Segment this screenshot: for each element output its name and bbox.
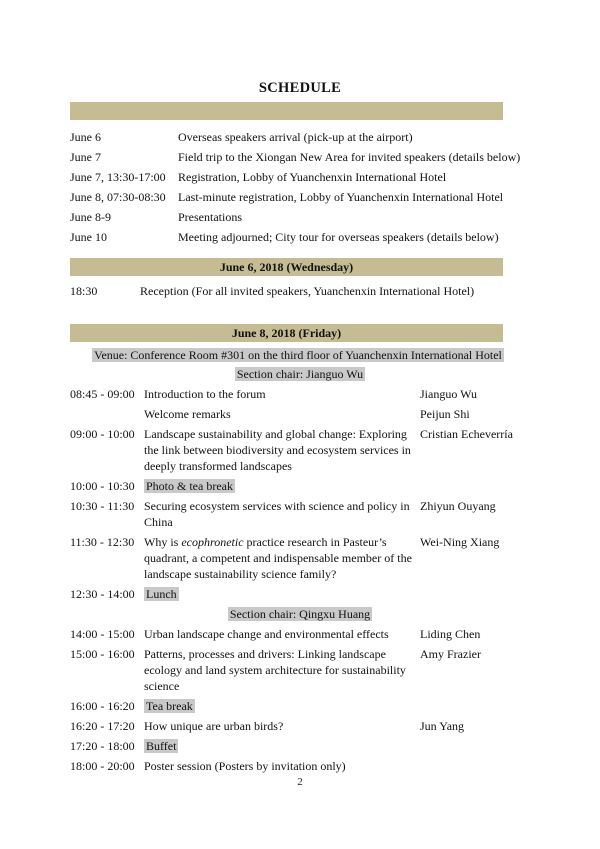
title-cell [144,626,420,642]
break-label: Buffet [146,739,177,753]
break-row [70,586,530,602]
overview-description: Presentations [178,210,242,224]
section-chair-row [70,366,530,382]
title-text: Landscape sustainability and global change: Exploring the link between biodiversity and ecosystem services in deeply transformed landscapes [144,427,411,473]
speaker-cell [420,738,530,754]
title-cell [144,698,420,714]
time-cell: 16:00 - 16:20 [70,699,135,713]
overview-date: June 6 [70,130,101,144]
talk-row [70,758,530,774]
title-text: Poster session (Posters by invitation only) [144,759,346,773]
section-chair-label: Section chair: Qingxu Huang [229,607,371,621]
talk-row [70,626,530,642]
section-chair-label: Section chair: Jianguo Wu [236,367,364,381]
talk-row [70,646,530,694]
overview-description: Meeting adjourned; City tour for overseas speakers (details below) [178,230,499,244]
speaker-cell: Liding Chen [420,627,481,641]
break-row [70,738,530,754]
time-cell: 15:00 - 16:00 [70,647,135,661]
break-row [70,478,530,494]
document-content [70,81,530,778]
event-description: Reception (For all invited speakers, Yuanchenxin International Hotel) [140,284,475,298]
speaker-cell [420,758,530,774]
title-cell [144,738,420,754]
title-text: Securing ecosystem services with science and policy in China [144,499,410,529]
overview-rows [70,127,530,247]
title-cell [144,586,420,602]
title-cell [144,534,420,582]
speaker-cell [420,586,530,602]
overview-description: Last-minute registration, Lobby of Yuanchenxin International Hotel [178,190,504,204]
time-cell: 10:30 - 11:30 [70,499,135,513]
june6-section-header: June 6, 2018 (Wednesday) [70,258,503,276]
time-cell [70,406,144,422]
speaker-cell [420,698,530,714]
title-text: Why is [144,535,182,549]
title-text: Welcome remarks [144,407,231,421]
speaker-cell: Cristian Echeverría [420,427,513,441]
speaker-cell: Jianguo Wu [420,387,477,401]
talk-row [70,718,530,734]
time-cell: 18:30 [70,284,98,298]
june8-section-header: June 8, 2018 (Friday) [70,324,503,342]
talk-row [70,386,530,402]
overview-date: June 10 [70,230,107,244]
speaker-cell: Wei-Ning Xiang [420,535,500,549]
speaker-cell: Zhiyun Ouyang [420,499,496,513]
title-cell [144,478,420,494]
overview-date: June 7 [70,150,101,164]
time-cell: 10:00 - 10:30 [70,479,135,493]
overview-description: Registration, Lobby of Yuanchenxin International Hotel [178,170,447,184]
overview-description: Overseas speakers arrival (pick-up at the airport) [178,130,413,144]
overview-row [70,187,530,207]
title-cell [144,406,420,422]
overview-date: June 8, 07:30-08:30 [70,190,166,204]
title-text: Introduction to the forum [144,387,266,401]
venue-text: Venue: Conference Room #301 on the third floor of Yuanchenxin International Hotel [94,348,502,362]
overview-row [70,127,530,147]
talk-row [70,406,530,422]
june6-rows [70,283,530,299]
break-row [70,698,530,714]
overview-row [70,207,530,227]
speaker-cell: Peijun Shi [420,407,470,421]
time-cell: 17:20 - 18:00 [70,739,135,753]
speaker-cell: Amy Frazier [420,647,481,661]
page-number: 2 [297,776,303,788]
title-cell [144,718,420,734]
title-text: practice research in Pasteur’s quadrant, a competent and indispensable member of the landscape sustainability science family? [144,535,412,581]
speaker-cell: Jun Yang [420,719,465,733]
title-text: Urban landscape change and environmental effects [144,627,389,641]
time-cell: 14:00 - 15:00 [70,627,135,641]
break-label: Photo & tea break [146,479,233,493]
talk-row [70,426,530,474]
title-text: Patterns, processes and drivers: Linking landscape ecology and land system architecture for sustainability science [144,647,406,693]
time-cell: 09:00 - 10:00 [70,427,135,441]
title-cell [144,646,420,694]
title-cell [144,386,420,402]
speaker-cell [420,478,530,494]
section-chair-row [70,606,530,622]
overview-date: June 7, 13:30-17:00 [70,170,166,184]
time-cell: 08:45 - 09:00 [70,387,135,401]
page-title: SCHEDULE [258,80,342,96]
overview-row [70,227,530,247]
break-label: Lunch [146,587,177,601]
time-cell: 11:30 - 12:30 [70,535,135,549]
overview-description: Field trip to the Xiongan New Area for invited speakers (details below) [178,150,521,164]
title-cell [144,426,420,474]
talk-row [70,534,530,582]
title-cell [144,758,420,774]
venue-line [66,347,530,363]
june6-row [70,283,530,299]
title-cell [144,498,420,530]
time-cell: 18:00 - 20:00 [70,759,135,773]
time-cell: 12:30 - 14:00 [70,587,135,601]
title-text: How unique are urban birds? [144,719,284,733]
time-cell: 16:20 - 17:20 [70,719,135,733]
june8-rows [70,366,530,774]
title-text: ecophronetic [181,535,244,549]
overview-row [70,147,530,167]
overview-date: June 8-9 [70,210,111,224]
empty-header-band [70,102,503,120]
overview-row [70,167,530,187]
talk-row [70,498,530,530]
break-label: Tea break [146,699,193,713]
